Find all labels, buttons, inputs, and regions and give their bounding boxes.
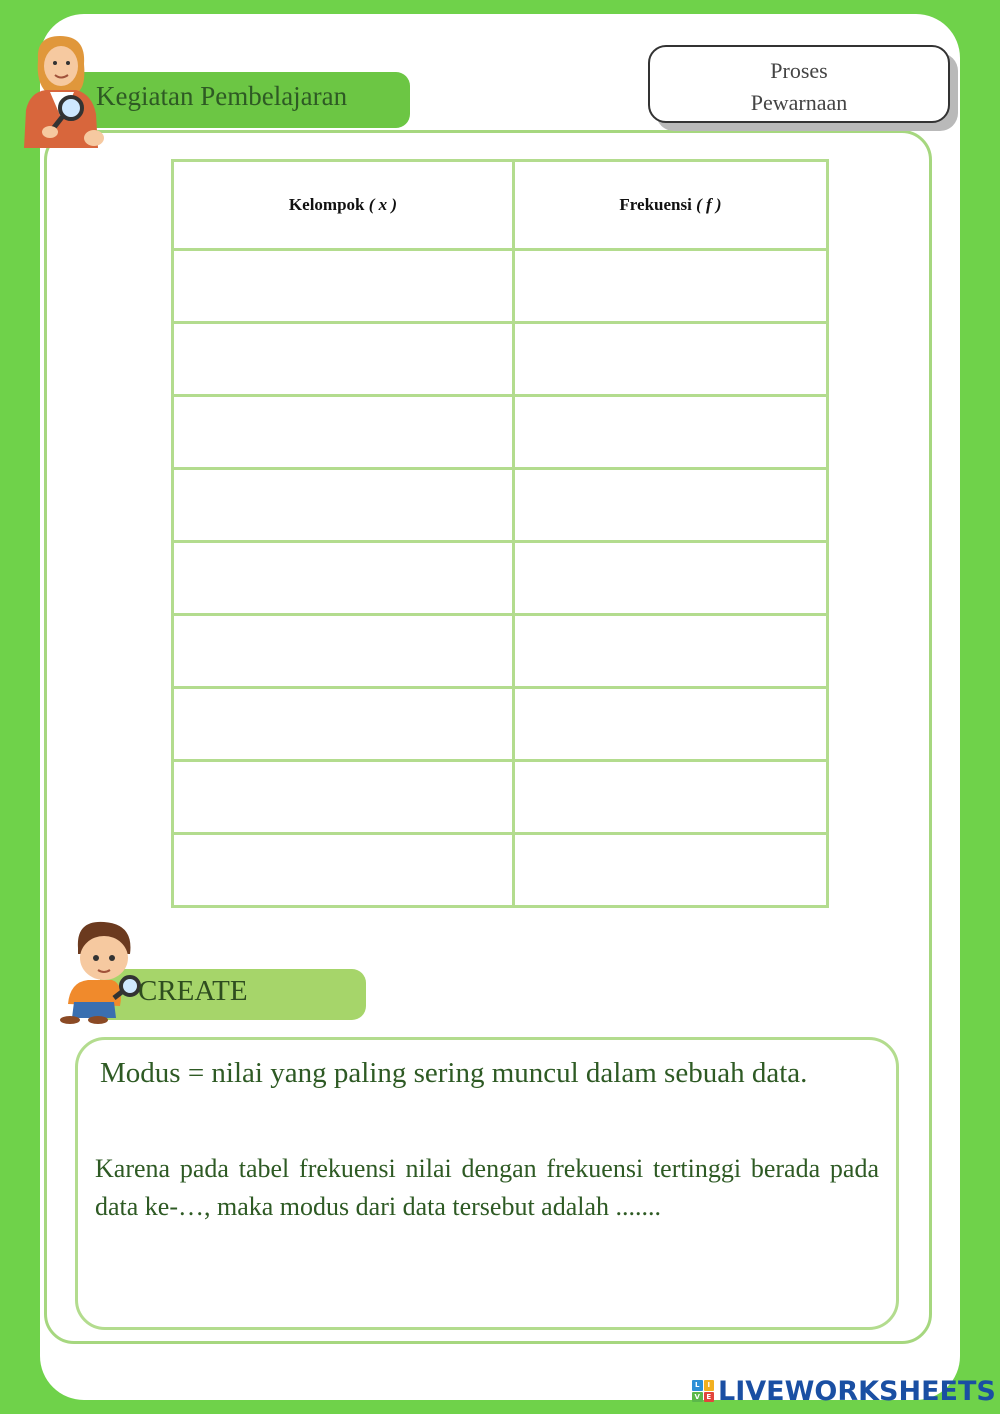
table-row <box>173 323 828 396</box>
table-row <box>173 250 828 323</box>
frekuensi-cell[interactable] <box>514 469 828 542</box>
header-kelompok-label: Kelompok <box>288 195 365 214</box>
frekuensi-cell[interactable] <box>514 761 828 834</box>
table-row <box>173 834 828 907</box>
frekuensi-cell[interactable] <box>514 834 828 907</box>
liveworksheets-mark-icon: L I V E <box>692 1380 714 1402</box>
frekuensi-cell[interactable] <box>514 323 828 396</box>
header-frekuensi <box>514 161 828 250</box>
modus-question: Karena pada tabel frekuensi nilai dengan frekuensi tertinggi berada pada data ke-…, maka modus dari data tersebut adalah ....... <box>95 1154 879 1221</box>
kelompok-cell[interactable] <box>173 688 514 761</box>
modus-definition: Modus = nilai yang paling sering muncul dalam sebuah data. <box>100 1057 808 1089</box>
table-row <box>173 396 828 469</box>
table-row <box>173 688 828 761</box>
create-heading: CREATE <box>138 975 248 1007</box>
kelompok-cell[interactable] <box>173 834 514 907</box>
frekuensi-cell[interactable] <box>514 250 828 323</box>
liveworksheets-logo <box>692 1376 996 1406</box>
table-row <box>173 542 828 615</box>
topic-line-1: Proses <box>770 58 828 83</box>
brand-text: LIVEWORKSHEETS <box>718 1375 996 1407</box>
frekuensi-cell[interactable] <box>514 688 828 761</box>
kelompok-cell[interactable] <box>173 250 514 323</box>
topic-box <box>648 45 950 123</box>
kelompok-cell[interactable] <box>173 396 514 469</box>
kelompok-cell[interactable] <box>173 469 514 542</box>
frekuensi-cell[interactable] <box>514 396 828 469</box>
table-row <box>173 761 828 834</box>
frekuensi-cell[interactable] <box>514 542 828 615</box>
table-row <box>173 615 828 688</box>
kelompok-cell[interactable] <box>173 542 514 615</box>
section-title: Kegiatan Pembelajaran <box>96 81 348 111</box>
header-kelompok-var: ( x ) <box>368 195 398 214</box>
header-frekuensi-label: Frekuensi <box>619 195 692 214</box>
header-kelompok <box>173 161 514 250</box>
boy-with-magnifier-icon <box>54 914 146 1024</box>
table-header-row <box>173 161 828 250</box>
topic-line-2: Pewarnaan <box>750 90 848 115</box>
header-frekuensi-var: ( f ) <box>696 195 722 214</box>
frekuensi-cell[interactable] <box>514 615 828 688</box>
kelompok-cell[interactable] <box>173 615 514 688</box>
frequency-table <box>171 159 829 908</box>
kelompok-cell[interactable] <box>173 323 514 396</box>
kelompok-cell[interactable] <box>173 761 514 834</box>
table-body <box>173 250 828 907</box>
girl-with-magnifier-icon <box>16 30 108 148</box>
table-row <box>173 469 828 542</box>
